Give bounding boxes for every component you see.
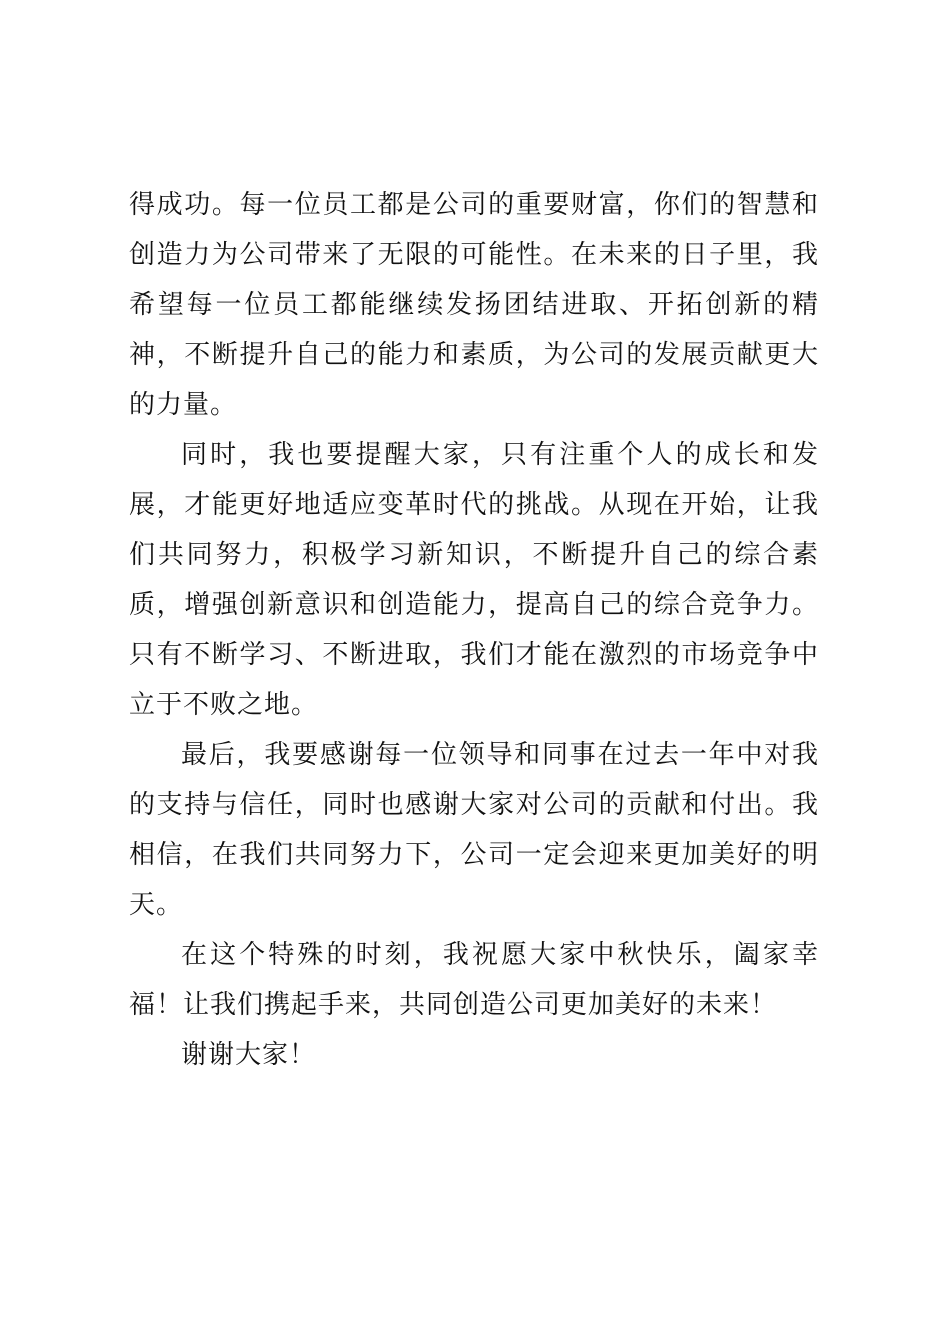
paragraph-continuation: 得成功。每一位员工都是公司的重要财富，你们的智慧和创造力为公司带来了无限的可能性。在未来的日子里，我希望每一位员工都能继续发扬团结进取、开拓创新的精神，不断提升自己的能力和素质，为公司的发展贡献更大的力量。 xyxy=(129,190,819,420)
paragraph-closing: 谢谢大家！ xyxy=(181,1040,317,1070)
paragraph-growth: 同时，我也要提醒大家，只有注重个人的成长和发展，才能更好地适应变革时代的挑战。从现在开始，让我们共同努力，积极学习新知识，不断提升自己的综合素质，增强创新意识和创造能力，提高自己的综合竞争力。只有不断学习、不断进取，我们才能在激烈的市场竞争中立于不败之地。 xyxy=(129,440,819,720)
paragraph-wishes: 在这个特殊的时刻，我祝愿大家中秋快乐，阖家幸福！让我们携起手来，共同创造公司更加美好的未来！ xyxy=(129,940,819,1020)
body-text xyxy=(129,180,819,1080)
paragraph-thanks: 最后，我要感谢每一位领导和同事在过去一年中对我的支持与信任，同时也感谢大家对公司的贡献和付出。我相信，在我们共同努力下，公司一定会迎来更加美好的明天。 xyxy=(129,740,819,920)
